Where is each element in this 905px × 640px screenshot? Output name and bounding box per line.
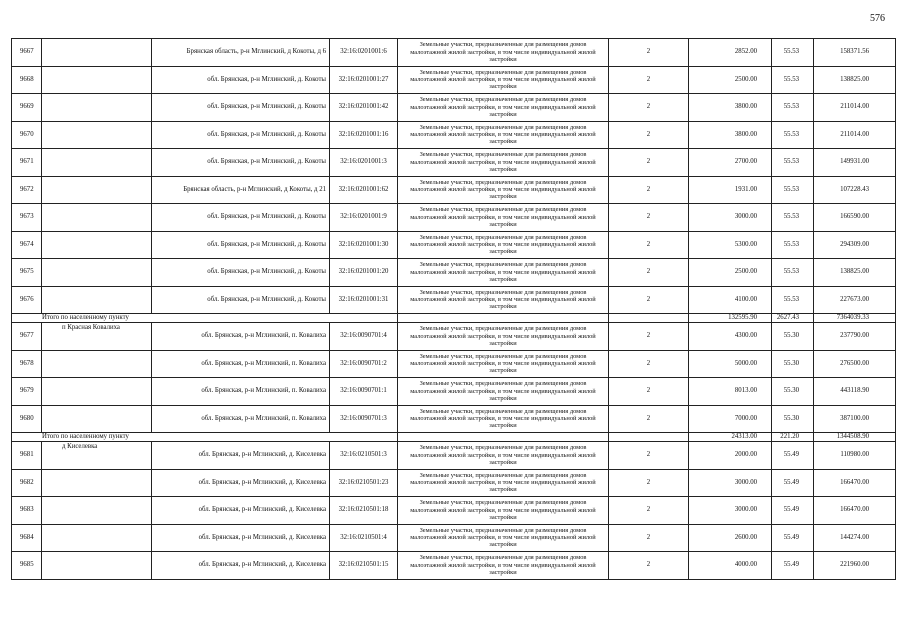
area-cell: 2000.00 [689,442,772,470]
row-number-cell: 9674 [12,231,42,259]
area-cell: 3800.00 [689,121,772,149]
address-cell: обл. Брянская, р-н Мглинский, д. Кокоты [152,66,330,94]
cadastral-number-cell: 32:16:0201001:42 [330,94,398,122]
permitted-use-cell: Земельные участки, предназначенные для размещения домов малоэтажной жилой застройки, в том числе индивидуальной жилой застройки [398,552,609,580]
table-row [12,405,896,433]
cadastral-number-cell: 32:16:0201001:3 [330,149,398,177]
category-cell: 2 [609,204,689,232]
row-number-cell: 9673 [12,204,42,232]
address-cell: обл. Брянская, р-н Мглинский, д. Киселевка [152,442,330,470]
permitted-use-cell: Земельные участки, предназначенные для размещения домов малоэтажной жилой застройки, в том числе индивидуальной жилой застройки [398,259,609,287]
rate-cell: 55.53 [772,259,814,287]
permitted-use-cell: Земельные участки, предназначенные для размещения домов малоэтажной жилой застройки, в том числе индивидуальной жилой застройки [398,497,609,525]
subtotal-row [12,314,896,323]
table-row [12,39,896,67]
row-number-cell: 9683 [12,497,42,525]
cadastral-number-cell: 32:16:0210501:3 [330,442,398,470]
rate-cell: 55.53 [772,286,814,314]
permitted-use-cell: Земельные участки, предназначенные для размещения домов малоэтажной жилой застройки, в том числе индивидуальной жилой застройки [398,204,609,232]
subtotal-row [12,433,896,442]
cadastral-number-cell: 32:16:0090701:4 [330,323,398,351]
table-row [12,149,896,177]
rate-cell: 55.49 [772,497,814,525]
area-cell: 3800.00 [689,94,772,122]
address-cell: обл. Брянская, р-н Мглинский, д. Кокоты [152,259,330,287]
subtotal-label: Итого по населенному пункту [12,433,398,442]
settlement-cell [42,405,152,433]
row-number-cell: 9668 [12,66,42,94]
row-number-cell: 9679 [12,378,42,406]
subtotal-value: 7364039.33 [814,314,896,323]
category-cell: 2 [609,524,689,552]
area-cell: 5300.00 [689,231,772,259]
settlement-cell [42,350,152,378]
address-cell: обл. Брянская, р-н Мглинский, д. Кокоты [152,286,330,314]
cadastral-value-cell: 211014.00 [814,121,896,149]
table-row [12,121,896,149]
address-cell: обл. Брянская, р-н Мглинский, д. Кокоты [152,149,330,177]
row-number-cell: 9681 [12,442,42,470]
category-cell: 2 [609,39,689,67]
area-cell: 5000.00 [689,350,772,378]
category-cell: 2 [609,442,689,470]
cadastral-value-cell: 294309.00 [814,231,896,259]
cadastral-value-cell: 107228.43 [814,176,896,204]
subtotal-area: 132595.90 [689,314,772,323]
settlement-cell [42,176,152,204]
cadastral-number-cell: 32:16:0210501:4 [330,524,398,552]
area-cell: 2700.00 [689,149,772,177]
permitted-use-cell: Земельные участки, предназначенные для размещения домов малоэтажной жилой застройки, в том числе индивидуальной жилой застройки [398,176,609,204]
cadastral-value-cell: 166470.00 [814,497,896,525]
table-row [12,259,896,287]
row-number-cell: 9670 [12,121,42,149]
rate-cell: 55.49 [772,552,814,580]
subtotal-empty-cell [609,433,689,442]
area-cell: 1931.00 [689,176,772,204]
rate-cell: 55.53 [772,204,814,232]
permitted-use-cell: Земельные участки, предназначенные для размещения домов малоэтажной жилой застройки, в том числе индивидуальной жилой застройки [398,231,609,259]
category-cell: 2 [609,378,689,406]
category-cell: 2 [609,469,689,497]
address-cell: обл. Брянская, р-н Мглинский, д. Кокоты [152,204,330,232]
row-number-cell: 9676 [12,286,42,314]
table-row [12,524,896,552]
cadastral-value-cell: 144274.00 [814,524,896,552]
cadastral-value-cell: 166470.00 [814,469,896,497]
settlement-cell [42,259,152,287]
settlement-cell [42,66,152,94]
row-number-cell: 9680 [12,405,42,433]
rate-cell: 55.49 [772,469,814,497]
rate-cell: 55.49 [772,442,814,470]
permitted-use-cell: Земельные участки, предназначенные для размещения домов малоэтажной жилой застройки, в том числе индивидуальной жилой застройки [398,469,609,497]
area-cell: 3000.00 [689,497,772,525]
rate-cell: 55.53 [772,176,814,204]
subtotal-empty-cell [398,314,609,323]
settlement-cell [42,149,152,177]
cadastral-number-cell: 32:16:0201001:9 [330,204,398,232]
rate-cell: 55.53 [772,66,814,94]
address-cell: Брянская область, р-н Мглинский, д Кокоты, д 21 [152,176,330,204]
row-number-cell: 9685 [12,552,42,580]
cadastral-value-cell: 149931.00 [814,149,896,177]
settlement-cell [42,94,152,122]
cadastral-value-cell: 237790.00 [814,323,896,351]
address-cell: обл. Брянская, р-н Мглинский, д. Кокоты [152,231,330,259]
rate-cell: 55.53 [772,121,814,149]
cadastral-value-cell: 138825.00 [814,66,896,94]
permitted-use-cell: Земельные участки, предназначенные для размещения домов малоэтажной жилой застройки, в том числе индивидуальной жилой застройки [398,149,609,177]
cadastral-number-cell: 32:16:0201001:16 [330,121,398,149]
area-cell: 2500.00 [689,66,772,94]
subtotal-rate: 221.20 [772,433,814,442]
subtotal-rate: 2627.43 [772,314,814,323]
address-cell: обл. Брянская, р-н Мглинский, д. Киселевка [152,524,330,552]
address-cell: обл. Брянская, р-н Мглинский, д. Кокоты [152,121,330,149]
cadastral-number-cell: 32:16:0090701:1 [330,378,398,406]
subtotal-empty-cell [609,314,689,323]
row-number-cell: 9684 [12,524,42,552]
table-row [12,286,896,314]
table-row [12,323,896,351]
permitted-use-cell: Земельные участки, предназначенные для размещения домов малоэтажной жилой застройки, в том числе индивидуальной жилой застройки [398,405,609,433]
cadastral-number-cell: 32:16:0201001:62 [330,176,398,204]
settlement-cell [42,497,152,525]
area-cell: 8013.00 [689,378,772,406]
settlement-cell [42,442,152,470]
permitted-use-cell: Земельные участки, предназначенные для размещения домов малоэтажной жилой застройки, в том числе индивидуальной жилой застройки [398,350,609,378]
settlement-cell [42,323,152,351]
rate-cell: 55.53 [772,149,814,177]
cadastral-value-cell: 227673.00 [814,286,896,314]
category-cell: 2 [609,176,689,204]
table-row [12,350,896,378]
settlement-cell [42,121,152,149]
rate-cell: 55.30 [772,350,814,378]
row-number-cell: 9669 [12,94,42,122]
cadastral-number-cell: 32:16:0210501:15 [330,552,398,580]
permitted-use-cell: Земельные участки, предназначенные для размещения домов малоэтажной жилой застройки, в том числе индивидуальной жилой застройки [398,286,609,314]
cadastral-value-cell: 211014.00 [814,94,896,122]
settlement-cell [42,39,152,67]
area-cell: 4000.00 [689,552,772,580]
cadastral-value-cell: 110980.00 [814,442,896,470]
subtotal-value: 1344508.90 [814,433,896,442]
table-row [12,469,896,497]
settlement-cell [42,286,152,314]
table-row [12,442,896,470]
address-cell: Брянская область, р-н Мглинский, д Кокоты, д 6 [152,39,330,67]
cadastral-number-cell: 32:16:0201001:30 [330,231,398,259]
rate-cell: 55.53 [772,94,814,122]
rate-cell: 55.53 [772,231,814,259]
table-body [12,39,896,580]
subtotal-area: 24313.00 [689,433,772,442]
table-row [12,176,896,204]
row-number-cell: 9682 [12,469,42,497]
row-number-cell: 9667 [12,39,42,67]
area-cell: 4300.00 [689,323,772,351]
settlement-name: п Красная Ковалиха [62,323,120,331]
settlement-cell [42,524,152,552]
table-row [12,204,896,232]
subtotal-empty-cell [398,433,609,442]
row-number-cell: 9671 [12,149,42,177]
cadastral-number-cell: 32:16:0201001:31 [330,286,398,314]
row-number-cell: 9678 [12,350,42,378]
row-number-cell: 9677 [12,323,42,351]
category-cell: 2 [609,286,689,314]
permitted-use-cell: Земельные участки, предназначенные для размещения домов малоэтажной жилой застройки, в том числе индивидуальной жилой застройки [398,323,609,351]
subtotal-label: Итого по населенному пункту [12,314,398,323]
permitted-use-cell: Земельные участки, предназначенные для размещения домов малоэтажной жилой застройки, в том числе индивидуальной жилой застройки [398,94,609,122]
category-cell: 2 [609,552,689,580]
permitted-use-cell: Земельные участки, предназначенные для размещения домов малоэтажной жилой застройки, в том числе индивидуальной жилой застройки [398,524,609,552]
address-cell: обл. Брянская, р-н Мглинский, д. Киселевка [152,497,330,525]
cadastral-number-cell: 32:16:0201001:27 [330,66,398,94]
rate-cell: 55.53 [772,39,814,67]
permitted-use-cell: Земельные участки, предназначенные для размещения домов малоэтажной жилой застройки, в том числе индивидуальной жилой застройки [398,39,609,67]
permitted-use-cell: Земельные участки, предназначенные для размещения домов малоэтажной жилой застройки, в том числе индивидуальной жилой застройки [398,121,609,149]
cadastral-number-cell: 32:16:0210501:23 [330,469,398,497]
cadastral-value-cell: 443118.90 [814,378,896,406]
address-cell: обл. Брянская, р-н Мглинский, п. Ковалиха [152,405,330,433]
category-cell: 2 [609,259,689,287]
cadastral-value-cell: 166590.00 [814,204,896,232]
cadastral-number-cell: 32:16:0210501:18 [330,497,398,525]
category-cell: 2 [609,149,689,177]
cadastral-value-cell: 276500.00 [814,350,896,378]
area-cell: 2600.00 [689,524,772,552]
cadastral-number-cell: 32:16:0201001:6 [330,39,398,67]
permitted-use-cell: Земельные участки, предназначенные для размещения домов малоэтажной жилой застройки, в том числе индивидуальной жилой застройки [398,378,609,406]
category-cell: 2 [609,323,689,351]
area-cell: 3000.00 [689,204,772,232]
table-row [12,66,896,94]
area-cell: 4100.00 [689,286,772,314]
settlement-cell [42,552,152,580]
cadastral-value-cell: 221960.00 [814,552,896,580]
category-cell: 2 [609,121,689,149]
table-row [12,231,896,259]
table-row [12,497,896,525]
category-cell: 2 [609,66,689,94]
category-cell: 2 [609,405,689,433]
settlement-cell [42,378,152,406]
address-cell: обл. Брянская, р-н Мглинский, п. Ковалиха [152,378,330,406]
category-cell: 2 [609,94,689,122]
category-cell: 2 [609,497,689,525]
cadastral-value-cell: 138825.00 [814,259,896,287]
cadastral-value-cell: 387100.00 [814,405,896,433]
settlement-cell [42,469,152,497]
rate-cell: 55.49 [772,524,814,552]
rate-cell: 55.30 [772,378,814,406]
row-number-cell: 9672 [12,176,42,204]
permitted-use-cell: Земельные участки, предназначенные для размещения домов малоэтажной жилой застройки, в том числе индивидуальной жилой застройки [398,66,609,94]
area-cell: 2852.00 [689,39,772,67]
cadastral-value-cell: 158371.56 [814,39,896,67]
area-cell: 2500.00 [689,259,772,287]
page-number: 576 [870,13,885,24]
cadastral-number-cell: 32:16:0201001:20 [330,259,398,287]
rate-cell: 55.30 [772,405,814,433]
address-cell: обл. Брянская, р-н Мглинский, д. Киселевка [152,469,330,497]
cadastral-number-cell: 32:16:0090701:3 [330,405,398,433]
address-cell: обл. Брянская, р-н Мглинский, п. Ковалиха [152,323,330,351]
settlement-name: д Киселевка [62,442,98,450]
rate-cell: 55.30 [772,323,814,351]
permitted-use-cell: Земельные участки, предназначенные для размещения домов малоэтажной жилой застройки, в том числе индивидуальной жилой застройки [398,442,609,470]
area-cell: 3000.00 [689,469,772,497]
category-cell: 2 [609,231,689,259]
table-row [12,94,896,122]
category-cell: 2 [609,350,689,378]
address-cell: обл. Брянская, р-н Мглинский, д. Киселевка [152,552,330,580]
settlement-cell [42,231,152,259]
table-row [12,378,896,406]
area-cell: 7000.00 [689,405,772,433]
row-number-cell: 9675 [12,259,42,287]
cadastral-number-cell: 32:16:0090701:2 [330,350,398,378]
settlement-cell [42,204,152,232]
table-row [12,552,896,580]
address-cell: обл. Брянская, р-н Мглинский, п. Ковалиха [152,350,330,378]
land-valuation-table [11,38,896,580]
address-cell: обл. Брянская, р-н Мглинский, д. Кокоты [152,94,330,122]
